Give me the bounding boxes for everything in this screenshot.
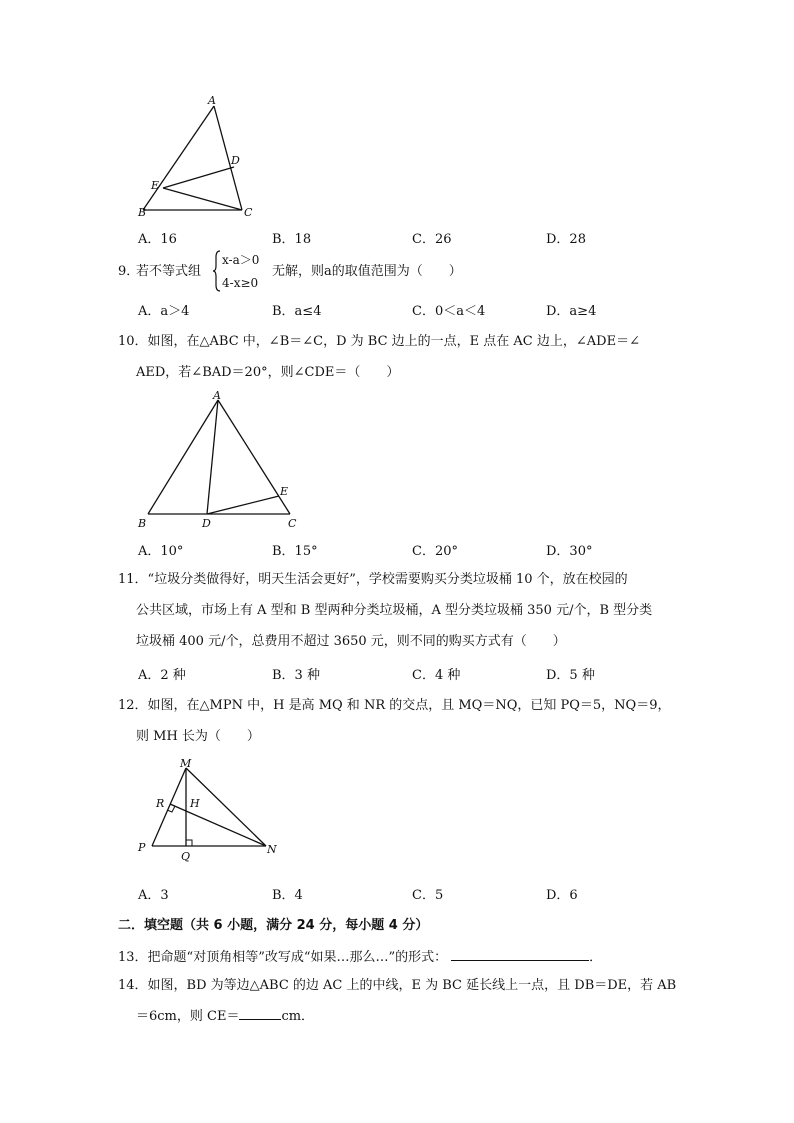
q9-inequality-1: x-a＞0 — [222, 253, 260, 267]
q10-line-2: AED，若∠BAD＝20°，则∠CDE＝（ ） — [136, 365, 400, 380]
q11-option-c: C．4 种 — [412, 668, 461, 683]
q11-line-2: 公共区域，市场上有 A 型和 B 型两种分类垃圾桶，A 型分类垃圾桶 350 元/个，B 型分类 — [136, 603, 653, 618]
q14-line-2 — [118, 1001, 678, 1032]
q12-line-2: 则 MH 长为（ ） — [136, 729, 260, 744]
q14-line-2-end: cm． — [281, 1009, 315, 1024]
q10-options — [138, 540, 698, 560]
q9-number: 9． — [118, 264, 140, 279]
figure-q8 — [136, 92, 266, 222]
q8-options — [138, 228, 698, 248]
figure-q10 — [134, 388, 304, 532]
q13-answer-blank[interactable] — [451, 946, 589, 961]
q12-options — [138, 884, 698, 904]
q11-option-a: A．2 种 — [138, 668, 186, 683]
fig10-label-c: C — [288, 517, 297, 530]
q12-option-c: C．5 — [412, 888, 444, 903]
q11-options — [138, 664, 698, 684]
fig8-label-b: B — [138, 206, 147, 219]
q11-line-3: 垃圾桶 400 元/个，总费用不超过 3650 元，则不同的购买方式有（ ） — [136, 634, 566, 649]
q12-option-a: A．3 — [138, 888, 169, 903]
q10-line-1: 10．如图，在△ABC 中，∠B＝∠C，D 为 BC 边上的一点，E 点在 AC 边上，∠ADE＝∠ — [118, 334, 640, 349]
fig10-label-a: A — [213, 389, 221, 402]
q9-option-b: B．a≤4 — [272, 304, 322, 319]
section-2-heading: 二．填空题（共 6 小题，满分 24 分，每小题 4 分） — [118, 918, 429, 933]
q9-inequality-2: 4-x≥0 — [222, 276, 259, 290]
q10-option-d: D．30° — [546, 544, 593, 559]
fig8-label-a: A — [208, 94, 216, 107]
q9-option-a: A．a＞4 — [138, 304, 190, 319]
q11-text — [118, 564, 678, 657]
q9-brace — [212, 249, 222, 293]
fig8-label-c: C — [244, 206, 253, 219]
q8-option-b: B．18 — [272, 232, 312, 247]
q9-option-c: C．0＜a＜4 — [412, 304, 486, 319]
q10-option-c: C．20° — [412, 544, 458, 559]
q11-option-d: D．5 种 — [546, 668, 595, 683]
q14-text — [118, 970, 678, 1032]
q13-prompt: 13．把命题“对顶角相等”改写成“如果…那么…”的形式： — [118, 950, 448, 965]
q8-option-a: A．16 — [138, 232, 177, 247]
fig8-label-e: E — [151, 179, 160, 192]
figure-q12 — [134, 756, 284, 866]
q10-option-a: A．10° — [138, 544, 184, 559]
q12-option-d: D．6 — [546, 888, 578, 903]
q9-suffix: 无解，则a的取值范围为（ ） — [272, 264, 462, 279]
q13-text — [118, 946, 602, 966]
fig12-label-h: H — [190, 797, 200, 810]
q10-text — [118, 326, 678, 388]
q14-answer-blank[interactable] — [239, 1005, 281, 1020]
q11-option-b: B．3 种 — [272, 668, 320, 683]
q10-option-b: B．15° — [272, 544, 318, 559]
q12-line-1: 12．如图，在△MPN 中，H 是高 MQ 和 NR 的交点，且 MQ＝NQ，已知 PQ＝5，NQ＝9， — [118, 698, 671, 713]
fig12-label-p: P — [138, 841, 146, 854]
fig10-label-d: D — [202, 517, 211, 530]
q13-end: ． — [589, 950, 603, 965]
fig12-label-q: Q — [181, 850, 191, 863]
fig10-label-b: B — [138, 517, 147, 530]
fig12-label-m: M — [180, 757, 192, 770]
q14-line-1: 14．如图，BD 为等边△ABC 的边 AC 上的中线，E 为 BC 延长线上一点，且 DB＝DE，若 AB — [118, 978, 677, 993]
q14-line-2-start: ＝6cm，则 CE＝ — [136, 1009, 240, 1024]
fig10-label-e: E — [280, 485, 289, 498]
q9-option-d: D．a≥4 — [546, 304, 597, 319]
q12-text — [118, 690, 678, 752]
q11-line-1: 11．“垃圾分类做得好，明天生活会更好”，学校需要购买分类垃圾桶 10 个，放在校园的 — [118, 572, 628, 587]
q12-option-b: B．4 — [272, 888, 303, 903]
fig12-label-r: R — [156, 797, 165, 810]
q8-option-c: C．26 — [412, 232, 452, 247]
q9-prefix: 若不等式组 — [136, 264, 202, 279]
fig12-label-n: N — [267, 843, 277, 856]
fig8-label-d: D — [231, 154, 240, 167]
q8-option-d: D．28 — [546, 232, 586, 247]
q9-options — [138, 300, 698, 320]
